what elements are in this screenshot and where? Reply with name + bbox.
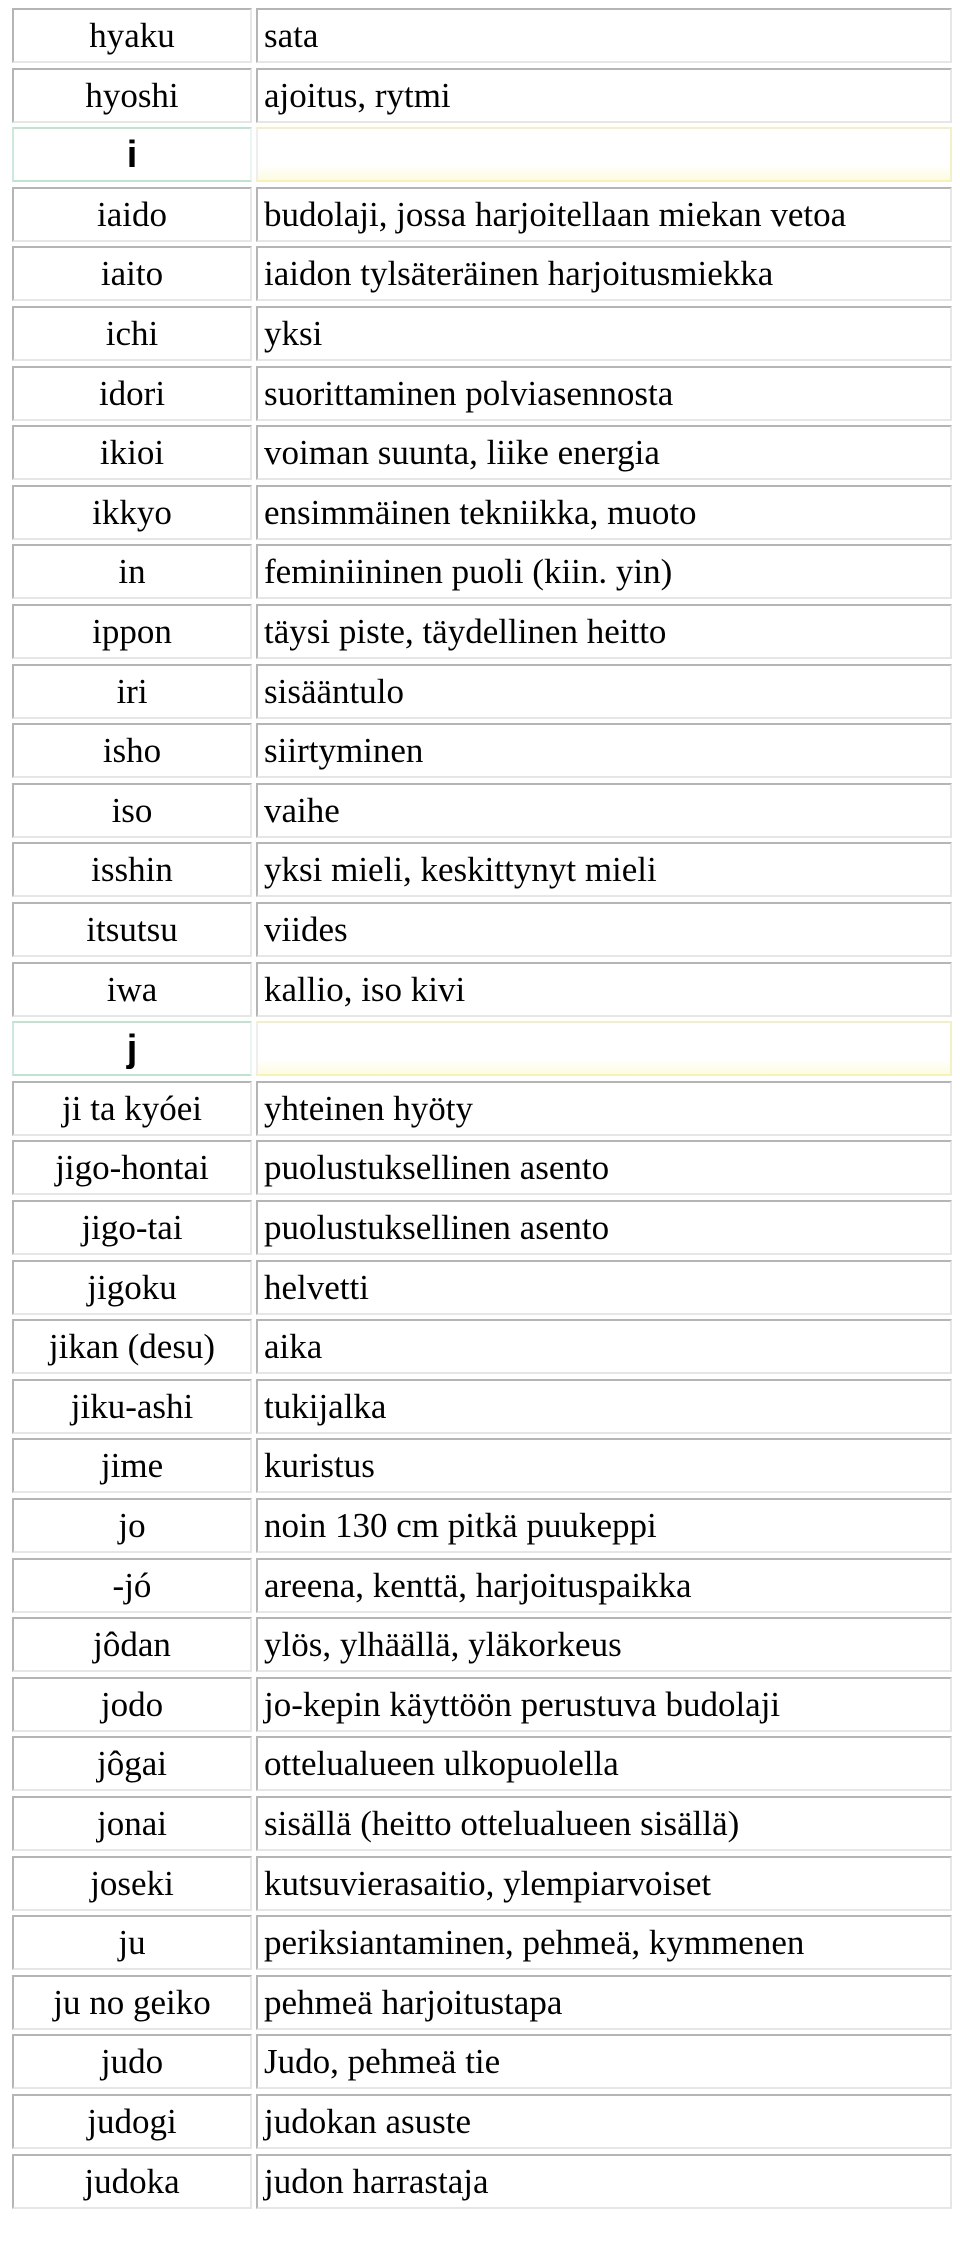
table-row (0, 2094, 960, 2149)
table-row (0, 1081, 960, 1136)
definition-cell: kuristus (256, 1438, 952, 1493)
definition-cell: noin 130 cm pitkä puukeppi (256, 1498, 952, 1553)
definition-cell: judon harrastaja (256, 2154, 952, 2209)
letter-heading: i (12, 127, 252, 182)
definition-cell: tukijalka (256, 1379, 952, 1434)
table-row (0, 1140, 960, 1195)
definition-cell: ensimmäinen tekniikka, muoto (256, 485, 952, 540)
term-cell: jodo (12, 1677, 252, 1732)
table-row (0, 1438, 960, 1493)
table-row (0, 1498, 960, 1553)
definition-cell: kutsuvierasaitio, ylempiarvoiset (256, 1856, 952, 1911)
term-cell: judogi (12, 2094, 252, 2149)
definition-cell: sata (256, 8, 952, 63)
table-row (0, 425, 960, 480)
table-row (0, 723, 960, 778)
term-cell: jikan (desu) (12, 1319, 252, 1374)
term-cell: ju no geiko (12, 1975, 252, 2030)
term-cell: iaido (12, 187, 252, 242)
term-cell: iaito (12, 246, 252, 301)
term-cell: jigo-tai (12, 1200, 252, 1255)
table-row (0, 783, 960, 838)
definition-cell: puolustuksellinen asento (256, 1200, 952, 1255)
term-cell: jiku-ashi (12, 1379, 252, 1434)
table-row (0, 68, 960, 123)
term-cell: jime (12, 1438, 252, 1493)
term-cell: -jó (12, 1558, 252, 1613)
term-cell: jo (12, 1498, 252, 1553)
table-row (0, 1379, 960, 1434)
definition-cell: areena, kenttä, harjoituspaikka (256, 1558, 952, 1613)
term-cell: joseki (12, 1856, 252, 1911)
term-cell: isshin (12, 842, 252, 897)
term-cell: ji ta kyóei (12, 1081, 252, 1136)
definition-cell: vaihe (256, 783, 952, 838)
term-cell: hyaku (12, 8, 252, 63)
definition-cell: feminiininen puoli (kiin. yin) (256, 544, 952, 599)
table-row (0, 306, 960, 361)
table-row (0, 902, 960, 957)
term-cell: judo (12, 2034, 252, 2089)
table-row (0, 1856, 960, 1911)
term-cell: iso (12, 783, 252, 838)
table-row (0, 2154, 960, 2209)
definition-cell: siirtyminen (256, 723, 952, 778)
definition-cell: jo-kepin käyttöön perustuva budolaji (256, 1677, 952, 1732)
definition-cell: puolustuksellinen asento (256, 1140, 952, 1195)
letter-heading-row (0, 127, 960, 182)
table-row (0, 1558, 960, 1613)
table-row (0, 246, 960, 301)
letter-heading-row (0, 1021, 960, 1076)
term-cell: ichi (12, 306, 252, 361)
definition-cell: viides (256, 902, 952, 957)
term-cell: itsutsu (12, 902, 252, 957)
term-cell: iri (12, 664, 252, 719)
table-row (0, 1319, 960, 1374)
term-cell: ju (12, 1915, 252, 1970)
table-row (0, 962, 960, 1017)
definition-cell: täysi piste, täydellinen heitto (256, 604, 952, 659)
table-row (0, 1975, 960, 2030)
definition-cell: ottelualueen ulkopuolella (256, 1736, 952, 1791)
term-cell: jonai (12, 1796, 252, 1851)
table-row (0, 1796, 960, 1851)
definition-cell: yksi mieli, keskittynyt mieli (256, 842, 952, 897)
term-cell: idori (12, 366, 252, 421)
table-row (0, 842, 960, 897)
table-row (0, 187, 960, 242)
definition-cell: ylös, ylhäällä, yläkorkeus (256, 1617, 952, 1672)
table-row (0, 664, 960, 719)
definition-cell: yhteinen hyöty (256, 1081, 952, 1136)
table-row (0, 1617, 960, 1672)
definition-cell: yksi (256, 306, 952, 361)
definition-cell: aika (256, 1319, 952, 1374)
term-cell: hyoshi (12, 68, 252, 123)
table-row (0, 2034, 960, 2089)
definition-cell: pehmeä harjoitustapa (256, 1975, 952, 2030)
table-row (0, 1736, 960, 1791)
definition-cell: kallio, iso kivi (256, 962, 952, 1017)
term-cell: jôgai (12, 1736, 252, 1791)
table-row (0, 1677, 960, 1732)
definition-cell: suorittaminen polviasennosta (256, 366, 952, 421)
definition-cell: judokan asuste (256, 2094, 952, 2149)
term-cell: ikkyo (12, 485, 252, 540)
table-row (0, 604, 960, 659)
term-cell: ikioi (12, 425, 252, 480)
definition-cell: voiman suunta, liike energia (256, 425, 952, 480)
definition-cell: Judo, pehmeä tie (256, 2034, 952, 2089)
letter-heading-blank (256, 127, 952, 182)
term-cell: jigoku (12, 1260, 252, 1315)
table-row (0, 1915, 960, 1970)
term-cell: judoka (12, 2154, 252, 2209)
table-row (0, 8, 960, 63)
term-cell: jôdan (12, 1617, 252, 1672)
table-row (0, 544, 960, 599)
table-row (0, 366, 960, 421)
definition-cell: periksiantaminen, pehmeä, kymmenen (256, 1915, 952, 1970)
term-cell: iwa (12, 962, 252, 1017)
definition-cell: sisällä (heitto ottelualueen sisällä) (256, 1796, 952, 1851)
table-row (0, 1200, 960, 1255)
table-row (0, 1260, 960, 1315)
term-cell: in (12, 544, 252, 599)
term-cell: jigo-hontai (12, 1140, 252, 1195)
definition-cell: ajoitus, rytmi (256, 68, 952, 123)
term-cell: isho (12, 723, 252, 778)
definition-cell: helvetti (256, 1260, 952, 1315)
letter-heading: j (12, 1021, 252, 1076)
term-cell: ippon (12, 604, 252, 659)
definition-cell: budolaji, jossa harjoitellaan miekan vetoa (256, 187, 952, 242)
definition-cell: iaidon tylsäteräinen harjoitusmiekka (256, 246, 952, 301)
table-row (0, 485, 960, 540)
definition-cell: sisääntulo (256, 664, 952, 719)
letter-heading-blank (256, 1021, 952, 1076)
